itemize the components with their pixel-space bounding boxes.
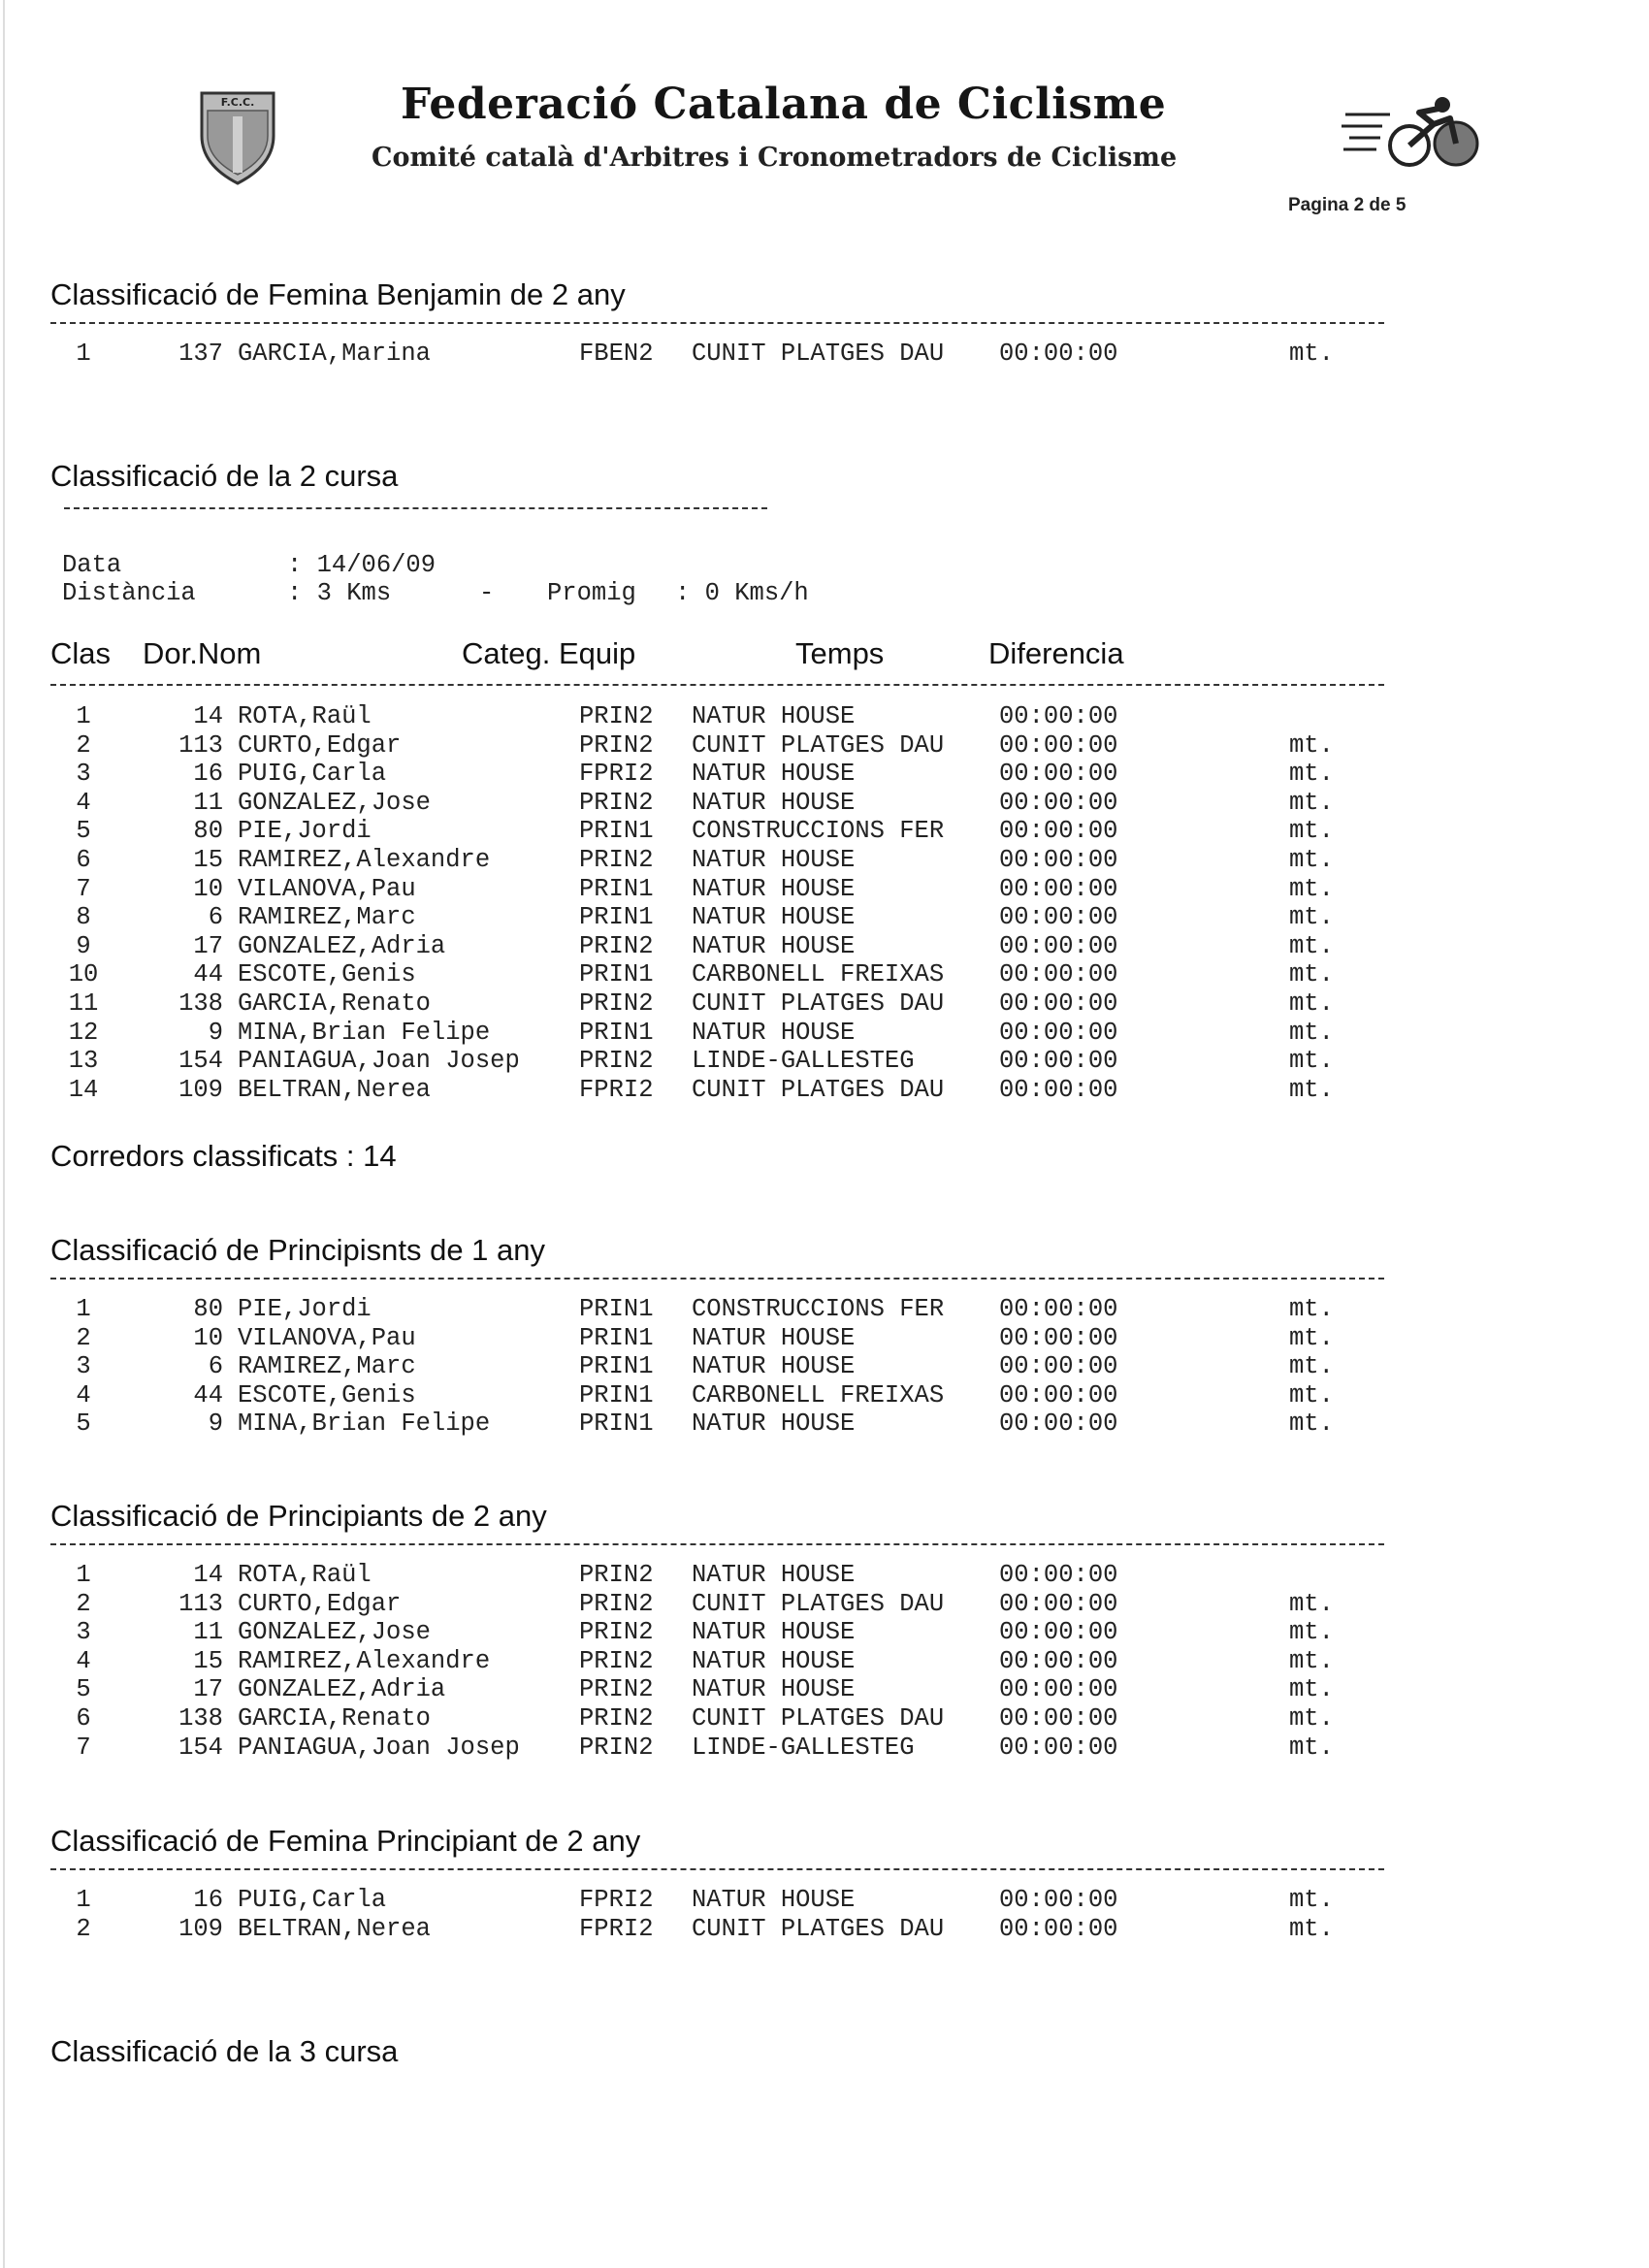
- team-name: NATUR HOUSE: [692, 1323, 856, 1352]
- section-title: Classificació de Principisnts de 1 any: [50, 1233, 546, 1267]
- difference: mt.: [1289, 340, 1334, 368]
- bib-number: 80: [193, 817, 223, 846]
- classified-count: Corredors classificats : 14: [50, 1139, 397, 1173]
- difference: mt.: [1289, 760, 1334, 789]
- rider-name: BELTRAN,Nerea: [238, 1075, 431, 1104]
- rider-name: GONZALEZ,Adria: [238, 931, 446, 960]
- difference: mt.: [1289, 846, 1334, 874]
- rider-name: PUIG,Carla: [238, 1886, 387, 1914]
- category: PRIN2: [579, 1675, 654, 1704]
- category: PRIN2: [579, 788, 654, 817]
- team-name: NATUR HOUSE: [692, 702, 856, 730]
- difference: mt.: [1289, 903, 1334, 932]
- rider-name: GONZALEZ,Jose: [238, 1618, 431, 1647]
- dashed-divider: [50, 1543, 1384, 1545]
- rank: 12: [68, 1018, 99, 1047]
- category: PRIN1: [579, 960, 654, 989]
- team-name: NATUR HOUSE: [692, 1561, 856, 1589]
- separator: -: [479, 579, 495, 607]
- team-name: CONSTRUCCIONS FER: [692, 1295, 945, 1323]
- difference: mt.: [1289, 1380, 1334, 1409]
- rank: 14: [68, 1075, 99, 1104]
- rider-name: VILANOVA,Pau: [238, 1323, 416, 1352]
- federation-title: Federació Catalana de Ciclisme: [401, 80, 1167, 129]
- category: PRIN2: [579, 1646, 654, 1675]
- rank: 2: [76, 1323, 91, 1352]
- rank: 1: [76, 1886, 91, 1914]
- rider-name: GARCIA,Renato: [238, 989, 431, 1018]
- team-name: NATUR HOUSE: [692, 1352, 856, 1381]
- difference: mt.: [1289, 931, 1334, 960]
- team-name: CUNIT PLATGES DAU: [692, 1914, 945, 1943]
- rank: 11: [68, 989, 99, 1018]
- category: PRIN2: [579, 730, 654, 760]
- time: 00:00:00: [999, 1733, 1118, 1762]
- time: 00:00:00: [999, 1323, 1118, 1352]
- rider-name: RAMIREZ,Alexandre: [238, 1646, 491, 1675]
- difference: mt.: [1289, 874, 1334, 903]
- category: PRIN1: [579, 1409, 654, 1439]
- bib-number: 9: [208, 1409, 223, 1439]
- rider-name: CURTO,Edgar: [238, 1589, 402, 1618]
- committee-subtitle: Comité català d'Arbitres i Cronometradors de Ciclisme: [372, 143, 1178, 173]
- time: 00:00:00: [999, 1075, 1118, 1104]
- time: 00:00:00: [999, 1618, 1118, 1647]
- rider-name: GONZALEZ,Adria: [238, 1675, 446, 1704]
- difference: mt.: [1289, 1589, 1334, 1618]
- fcc-shield-logo: [198, 89, 277, 186]
- rider-name: ROTA,Raül: [238, 1561, 372, 1589]
- bib-number: 138: [178, 989, 223, 1018]
- time: 00:00:00: [999, 702, 1118, 730]
- rider-name: BELTRAN,Nerea: [238, 1914, 431, 1943]
- difference: mt.: [1289, 1886, 1334, 1914]
- category: FPRI2: [579, 760, 654, 789]
- category: PRIN2: [579, 846, 654, 874]
- scan-edge: [3, 0, 5, 2268]
- category: PRIN2: [579, 1589, 654, 1618]
- bib-number: 15: [193, 1646, 223, 1675]
- time: 00:00:00: [999, 989, 1118, 1018]
- category: PRIN2: [579, 1047, 654, 1076]
- rider-name: GARCIA,Renato: [238, 1704, 431, 1733]
- bib-number: 137: [178, 340, 223, 368]
- team-name: NATUR HOUSE: [692, 1409, 856, 1439]
- rank: 3: [76, 760, 91, 789]
- team-name: NATUR HOUSE: [692, 1018, 856, 1047]
- bib-number: 44: [193, 960, 223, 989]
- bib-number: 113: [178, 1589, 223, 1618]
- time: 00:00:00: [999, 1704, 1118, 1733]
- rank: 13: [68, 1047, 99, 1076]
- rank: 3: [76, 1618, 91, 1647]
- difference: mt.: [1289, 1675, 1334, 1704]
- team-name: CUNIT PLATGES DAU: [692, 1704, 945, 1733]
- team-name: NATUR HOUSE: [692, 1886, 856, 1914]
- distance-value: : 3 Kms: [287, 579, 392, 607]
- team-name: NATUR HOUSE: [692, 1646, 856, 1675]
- team-name: LINDE-GALLESTEG: [692, 1733, 915, 1762]
- rider-name: CURTO,Edgar: [238, 730, 402, 760]
- difference: mt.: [1289, 1352, 1334, 1381]
- rank: 10: [68, 960, 99, 989]
- time: 00:00:00: [999, 788, 1118, 817]
- category: PRIN2: [579, 1561, 654, 1589]
- dashed-divider: [50, 322, 1384, 324]
- category: PRIN1: [579, 903, 654, 932]
- rider-name: PUIG,Carla: [238, 760, 387, 789]
- category: PRIN1: [579, 1295, 654, 1323]
- time: 00:00:00: [999, 1589, 1118, 1618]
- dashed-divider: [50, 1868, 1384, 1870]
- rider-name: ESCOTE,Genis: [238, 1380, 416, 1409]
- difference: mt.: [1289, 1733, 1334, 1762]
- team-name: CUNIT PLATGES DAU: [692, 340, 945, 368]
- rank: 4: [76, 1380, 91, 1409]
- bib-number: 11: [193, 1618, 223, 1647]
- rider-name: RAMIREZ,Marc: [238, 903, 416, 932]
- distance-label: Distància: [62, 579, 196, 607]
- category: PRIN2: [579, 989, 654, 1018]
- difference: mt.: [1289, 989, 1334, 1018]
- bib-number: 80: [193, 1295, 223, 1323]
- rank: 6: [76, 1704, 91, 1733]
- bib-number: 9: [208, 1018, 223, 1047]
- difference: mt.: [1289, 1618, 1334, 1647]
- rider-name: RAMIREZ,Alexandre: [238, 846, 491, 874]
- rider-name: PIE,Jordi: [238, 1295, 372, 1323]
- rider-name: MINA,Brian Felipe: [238, 1409, 491, 1439]
- time: 00:00:00: [999, 1914, 1118, 1943]
- date-label: Data: [62, 551, 122, 579]
- rider-name: GARCIA,Marina: [238, 340, 431, 368]
- bib-number: 154: [178, 1047, 223, 1076]
- rank: 4: [76, 1646, 91, 1675]
- team-name: CARBONELL FREIXAS: [692, 960, 945, 989]
- rider-name: MINA,Brian Felipe: [238, 1018, 491, 1047]
- date-value: : 14/06/09: [287, 551, 436, 579]
- team-name: CUNIT PLATGES DAU: [692, 730, 945, 760]
- rank: 2: [76, 730, 91, 760]
- rank: 1: [76, 1295, 91, 1323]
- time: 00:00:00: [999, 730, 1118, 760]
- difference: mt.: [1289, 1047, 1334, 1076]
- rank: 3: [76, 1352, 91, 1381]
- rider-name: PIE,Jordi: [238, 817, 372, 846]
- rider-name: ESCOTE,Genis: [238, 960, 416, 989]
- time: 00:00:00: [999, 1886, 1118, 1914]
- bib-number: 154: [178, 1733, 223, 1762]
- difference: mt.: [1289, 1323, 1334, 1352]
- category: FPRI2: [579, 1914, 654, 1943]
- category: FPRI2: [579, 1886, 654, 1914]
- team-name: CUNIT PLATGES DAU: [692, 1075, 945, 1104]
- time: 00:00:00: [999, 960, 1118, 989]
- time: 00:00:00: [999, 1561, 1118, 1589]
- rank: 1: [76, 340, 91, 368]
- rider-name: VILANOVA,Pau: [238, 874, 416, 903]
- time: 00:00:00: [999, 817, 1118, 846]
- category: FBEN2: [579, 340, 654, 368]
- category: PRIN1: [579, 1018, 654, 1047]
- rank: 7: [76, 874, 91, 903]
- difference: mt.: [1289, 1409, 1334, 1439]
- difference: mt.: [1289, 1018, 1334, 1047]
- bib-number: 10: [193, 1323, 223, 1352]
- team-name: NATUR HOUSE: [692, 1618, 856, 1647]
- category: PRIN1: [579, 1323, 654, 1352]
- team-name: CUNIT PLATGES DAU: [692, 1589, 945, 1618]
- time: 00:00:00: [999, 760, 1118, 789]
- rank: 4: [76, 788, 91, 817]
- rank: 9: [76, 931, 91, 960]
- section-title: Classificació de Principiants de 2 any: [50, 1499, 547, 1533]
- difference: mt.: [1289, 1295, 1334, 1323]
- rank: 8: [76, 903, 91, 932]
- team-name: CONSTRUCCIONS FER: [692, 817, 945, 846]
- difference: mt.: [1289, 1075, 1334, 1104]
- team-name: NATUR HOUSE: [692, 846, 856, 874]
- time: 00:00:00: [999, 340, 1118, 368]
- rank: 5: [76, 1675, 91, 1704]
- category: PRIN2: [579, 931, 654, 960]
- cyclist-icon: [1342, 95, 1482, 171]
- bib-number: 6: [208, 903, 223, 932]
- rank: 2: [76, 1589, 91, 1618]
- section-title: Classificació de Femina Principiant de 2 any: [50, 1824, 641, 1858]
- difference: mt.: [1289, 788, 1334, 817]
- category: PRIN2: [579, 1618, 654, 1647]
- category: FPRI2: [579, 1075, 654, 1104]
- time: 00:00:00: [999, 1018, 1118, 1047]
- category: PRIN1: [579, 817, 654, 846]
- time: 00:00:00: [999, 846, 1118, 874]
- time: 00:00:00: [999, 1352, 1118, 1381]
- category: PRIN2: [579, 1733, 654, 1762]
- rider-name: ROTA,Raül: [238, 702, 372, 730]
- bib-number: 138: [178, 1704, 223, 1733]
- category: PRIN1: [579, 874, 654, 903]
- rank: 7: [76, 1733, 91, 1762]
- bib-number: 109: [178, 1914, 223, 1943]
- average-label: Promig: [547, 579, 636, 607]
- bib-number: 16: [193, 760, 223, 789]
- col-header-diferencia: Diferencia: [988, 636, 1124, 670]
- rank: 1: [76, 702, 91, 730]
- rank: 5: [76, 1409, 91, 1439]
- bib-number: 6: [208, 1352, 223, 1381]
- rank: 1: [76, 1561, 91, 1589]
- difference: mt.: [1289, 1646, 1334, 1675]
- race-title: Classificació de la 2 cursa: [50, 459, 399, 493]
- time: 00:00:00: [999, 1295, 1118, 1323]
- dashed-divider: [50, 684, 1384, 686]
- team-name: CUNIT PLATGES DAU: [692, 989, 945, 1018]
- col-header-dornom: Dor.Nom: [143, 636, 262, 670]
- team-name: NATUR HOUSE: [692, 903, 856, 932]
- dashed-divider: [64, 507, 767, 509]
- bib-number: 113: [178, 730, 223, 760]
- section-title: Classificació de Femina Benjamin de 2 any: [50, 277, 626, 311]
- bib-number: 14: [193, 702, 223, 730]
- category: PRIN1: [579, 1352, 654, 1381]
- bib-number: 109: [178, 1075, 223, 1104]
- team-name: NATUR HOUSE: [692, 788, 856, 817]
- time: 00:00:00: [999, 874, 1118, 903]
- team-name: NATUR HOUSE: [692, 931, 856, 960]
- team-name: CARBONELL FREIXAS: [692, 1380, 945, 1409]
- difference: mt.: [1289, 1704, 1334, 1733]
- rider-name: PANIAGUA,Joan Josep: [238, 1047, 520, 1076]
- average-value: : 0 Kms/h: [675, 579, 809, 607]
- rider-name: RAMIREZ,Marc: [238, 1352, 416, 1381]
- rank: 2: [76, 1914, 91, 1943]
- time: 00:00:00: [999, 1380, 1118, 1409]
- svg-text:F.C.C.: F.C.C.: [220, 96, 255, 109]
- time: 00:00:00: [999, 903, 1118, 932]
- rider-name: PANIAGUA,Joan Josep: [238, 1733, 520, 1762]
- time: 00:00:00: [999, 931, 1118, 960]
- difference: mt.: [1289, 730, 1334, 760]
- col-header-categ-equip: Categ. Equip: [462, 636, 636, 670]
- bib-number: 17: [193, 1675, 223, 1704]
- category: PRIN2: [579, 702, 654, 730]
- rank: 6: [76, 846, 91, 874]
- bib-number: 10: [193, 874, 223, 903]
- bib-number: 11: [193, 788, 223, 817]
- bib-number: 44: [193, 1380, 223, 1409]
- bib-number: 15: [193, 846, 223, 874]
- page-number: Pagina 2 de 5: [1288, 195, 1406, 215]
- rider-name: GONZALEZ,Jose: [238, 788, 431, 817]
- difference: mt.: [1289, 1914, 1334, 1943]
- dashed-divider: [50, 1278, 1384, 1280]
- difference: mt.: [1289, 960, 1334, 989]
- category: PRIN1: [579, 1380, 654, 1409]
- bib-number: 17: [193, 931, 223, 960]
- difference: mt.: [1289, 817, 1334, 846]
- time: 00:00:00: [999, 1409, 1118, 1439]
- time: 00:00:00: [999, 1646, 1118, 1675]
- bib-number: 14: [193, 1561, 223, 1589]
- team-name: NATUR HOUSE: [692, 760, 856, 789]
- bib-number: 16: [193, 1886, 223, 1914]
- race-title: Classificació de la 3 cursa: [50, 2034, 399, 2068]
- team-name: NATUR HOUSE: [692, 874, 856, 903]
- col-header-temps: Temps: [795, 636, 885, 670]
- time: 00:00:00: [999, 1675, 1118, 1704]
- time: 00:00:00: [999, 1047, 1118, 1076]
- team-name: LINDE-GALLESTEG: [692, 1047, 915, 1076]
- rank: 5: [76, 817, 91, 846]
- team-name: NATUR HOUSE: [692, 1675, 856, 1704]
- col-header-clas: Clas: [50, 636, 112, 670]
- category: PRIN2: [579, 1704, 654, 1733]
